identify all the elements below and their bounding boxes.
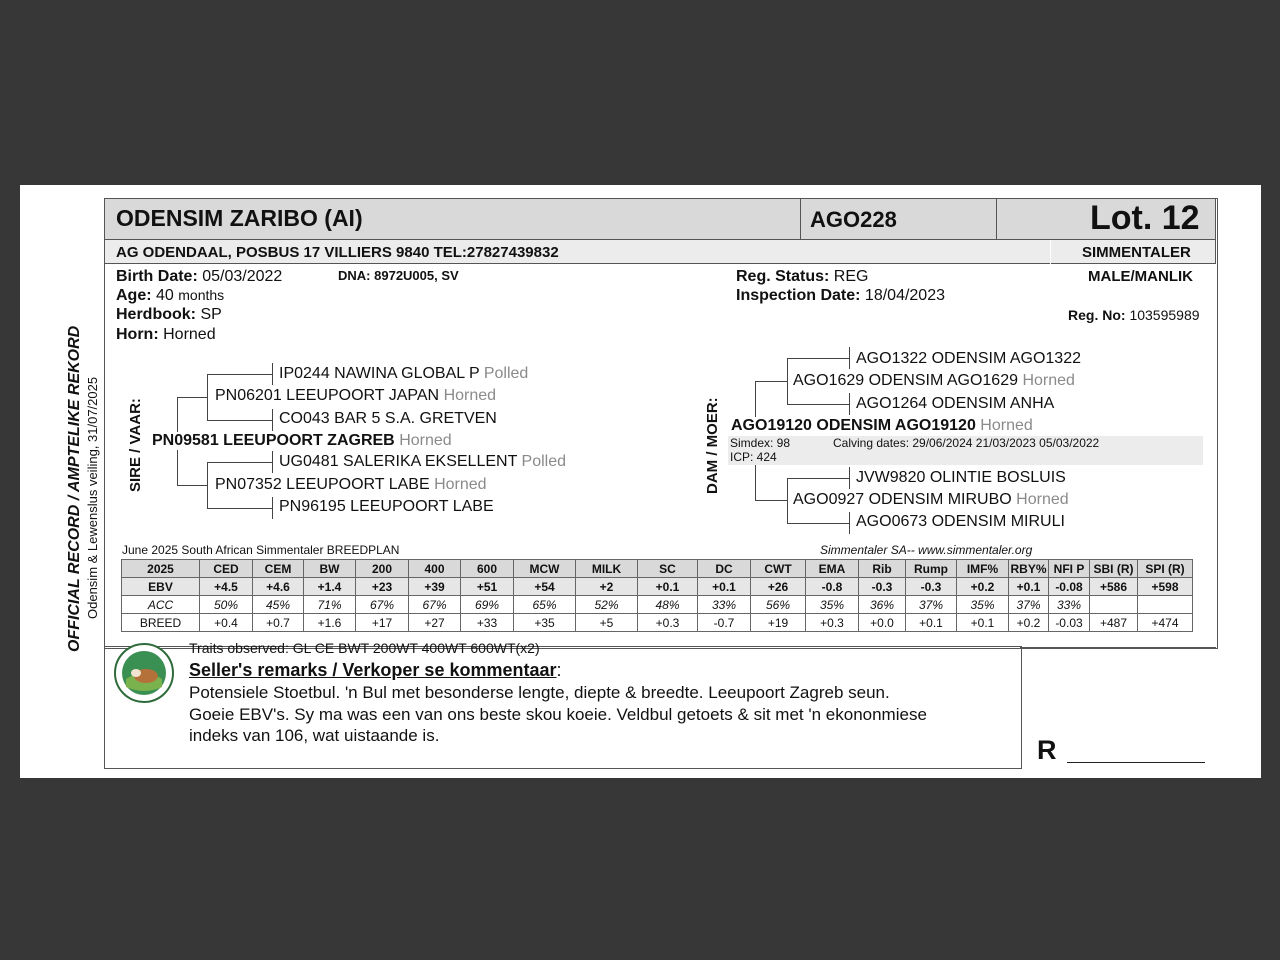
ebv-cell: +0.1 — [957, 614, 1009, 632]
sss-name: IP0244 NAWINA GLOBAL P — [279, 365, 480, 382]
ebv-cell: 67% — [409, 596, 461, 614]
ddd-tick — [849, 512, 850, 534]
ebv-cell: +39 — [409, 578, 461, 596]
ebv-cell: +0.1 — [638, 578, 698, 596]
ebv-cell: -0.3 — [859, 578, 906, 596]
ebv-cell: +1.4 — [304, 578, 356, 596]
remarks-line-3: indeks van 106, wat uistaande is. — [189, 726, 440, 745]
sd-horn: Horned — [434, 476, 487, 493]
ss-horn: Horned — [443, 387, 497, 404]
animal-name: ODENSIM ZARIBO (AI) — [116, 205, 363, 231]
dds-tick — [849, 467, 850, 489]
ebv-cell: -0.08 — [1049, 578, 1090, 596]
ddd-name: AGO0673 ODENSIM MIRULI — [856, 513, 1065, 530]
ebv-cell: +586 — [1090, 578, 1138, 596]
ebv-row-ebvr — [122, 578, 1193, 596]
ebv-cell: +0.7 — [253, 614, 304, 632]
ebv-cell: +487 — [1090, 614, 1138, 632]
reg-no — [1068, 307, 1200, 323]
logo — [114, 643, 174, 703]
sd-bracket — [207, 462, 208, 508]
ebv-cell: 35% — [957, 596, 1009, 614]
ebv-cell: 71% — [304, 596, 356, 614]
horn-value: Horned — [163, 326, 216, 343]
age-unit: months — [178, 287, 225, 303]
ebv-cell: CEM — [253, 560, 304, 578]
ebv-cell: NFI P — [1049, 560, 1090, 578]
sire-label: SIRE / VAAR: — [127, 398, 144, 492]
reg-no-label: Reg. No: — [1068, 307, 1126, 323]
ebv-cell: SPI (R) — [1138, 560, 1193, 578]
dss-bracket-bottom — [787, 404, 850, 405]
ddd-entry — [856, 513, 1065, 531]
price-label: R — [1037, 735, 1057, 765]
sire-entry — [152, 432, 452, 450]
ds-entry — [793, 372, 1075, 390]
ebv-cell: +0.1 — [1009, 578, 1049, 596]
ebv-cell: 33% — [1049, 596, 1090, 614]
dam-simdex: Simdex: 98 — [730, 436, 791, 450]
inspection-value: 18/04/2023 — [864, 287, 945, 304]
ebv-cell: MCW — [514, 560, 576, 578]
ssd-name: CO043 BAR 5 S.A. GRETVEN — [279, 410, 497, 427]
ebv-cell: +1.6 — [304, 614, 356, 632]
ebv-cell: -0.03 — [1049, 614, 1090, 632]
ebv-row-acc — [122, 596, 1193, 614]
sd-name: PN07352 LEEUPOORT LABE — [215, 476, 430, 493]
birth-date-label: Birth Date: — [116, 268, 198, 285]
ebv-cell: 200 — [356, 560, 409, 578]
ss-bracket-top — [207, 374, 273, 375]
ebv-cell — [1138, 596, 1193, 614]
breedplan-website: Simmentaler SA-- www.simmentaler.org — [820, 543, 1033, 557]
inspection-label: Inspection Date: — [736, 287, 861, 304]
ebv-cell: 35% — [806, 596, 859, 614]
ds-horn: Horned — [1022, 372, 1075, 389]
price-frame — [1020, 647, 1216, 648]
ebv-cell: 52% — [576, 596, 638, 614]
remarks-line-2: Goeie EBV's. Sy ma was een van ons beste skou koeie. Veldbul getoets & sit met 'n ekononmiese — [189, 705, 927, 724]
ebv-cell: 67% — [356, 596, 409, 614]
ebv-cell: 65% — [514, 596, 576, 614]
dds-bracket — [787, 478, 788, 523]
ebv-cell: +2 — [576, 578, 638, 596]
traits-observed: Traits observed: GL CE BWT 200WT 400WT 600WT(x2) — [189, 640, 540, 656]
ebv-cell: -0.7 — [698, 614, 751, 632]
dss-entry — [856, 350, 1081, 368]
horn — [116, 326, 216, 344]
ebv-cell: 400 — [409, 560, 461, 578]
ebv-cell: +51 — [461, 578, 514, 596]
dds-name: JVW9820 OLINTIE BOSLUIS — [856, 469, 1066, 486]
dam-icp: ICP: 424 — [730, 450, 777, 464]
sex: MALE/MANLIK — [1088, 268, 1193, 285]
dss-bracket — [787, 358, 788, 404]
sss-horn: Polled — [483, 365, 529, 382]
ebv-table — [121, 559, 1193, 632]
reg-no-value: 103595989 — [1129, 307, 1200, 323]
ebv-cell: +5 — [576, 614, 638, 632]
sd-entry — [215, 476, 487, 494]
ebv-cell: 45% — [253, 596, 304, 614]
ebv-cell: +598 — [1138, 578, 1193, 596]
sds-name: UG0481 SALERIKA EKSELLENT — [279, 453, 518, 470]
birth-date — [116, 268, 282, 286]
ss-entry — [215, 387, 496, 405]
owner-address: AG ODENDAAL, POSBUS 17 VILLIERS 9840 TEL:27827439832 — [116, 244, 559, 261]
sdd-name: PN96195 LEEUPOORT LABE — [279, 498, 494, 515]
sds-horn: Polled — [521, 453, 566, 470]
ebv-cell: -0.8 — [806, 578, 859, 596]
ebv-cell: 600 — [461, 560, 514, 578]
ebv-cell: +27 — [409, 614, 461, 632]
sss-entry — [279, 365, 528, 383]
sale-info: Odensim & Lewenslus veiling, 31/07/2025 — [85, 376, 100, 619]
ebv-cell: CED — [200, 560, 253, 578]
herdbook — [116, 306, 222, 324]
dd-bracket-bottom — [755, 500, 787, 501]
ebv-cell: +4.5 — [200, 578, 253, 596]
ebv-cell: +0.2 — [957, 578, 1009, 596]
ebv-row-breed — [122, 614, 1193, 632]
ebv-cell: 2025 — [122, 560, 200, 578]
dam-label: DAM / MOER: — [704, 397, 721, 494]
dam-entry — [731, 417, 1033, 435]
inspection-date — [736, 287, 945, 305]
ebv-cell: SC — [638, 560, 698, 578]
dsd-tick — [849, 393, 850, 415]
reg-status-value: REG — [833, 268, 869, 285]
ds-bracket-top — [755, 381, 787, 382]
birth-date-value: 05/03/2022 — [202, 268, 283, 285]
lot-number: Lot. 12 — [1090, 199, 1200, 237]
dsd-name: AGO1264 ODENSIM ANHA — [856, 395, 1055, 412]
dd-horn: Horned — [1016, 491, 1069, 508]
dam-calving-dates: Calving dates: 29/06/2024 21/03/2023 05/03/2022 — [833, 436, 1100, 450]
ebv-cell: -0.3 — [906, 578, 957, 596]
herdbook-label: Herdbook: — [116, 306, 196, 323]
horn-label: Horn: — [116, 326, 159, 343]
ebv-cell: 69% — [461, 596, 514, 614]
ebv-cell: Rib — [859, 560, 906, 578]
dd-entry — [793, 491, 1069, 509]
reg-status — [736, 268, 868, 286]
dss-bracket-top — [787, 358, 850, 359]
sire-bracket-bottom — [177, 485, 207, 486]
ebv-cell: 50% — [200, 596, 253, 614]
ebv-cell: +4.6 — [253, 578, 304, 596]
simmentaler-logo-icon — [114, 643, 174, 703]
owner-divider — [1050, 240, 1051, 264]
ebv-cell: ACC — [122, 596, 200, 614]
reg-status-label: Reg. Status: — [736, 268, 830, 285]
ebv-cell: +0.2 — [1009, 614, 1049, 632]
dam-name: AGO19120 ODENSIM AGO19120 — [731, 417, 976, 434]
ebv-cell: +33 — [461, 614, 514, 632]
ebv-cell: +17 — [356, 614, 409, 632]
ebv-cell: 36% — [859, 596, 906, 614]
ss-bracket — [207, 374, 208, 420]
ebv-cell: +19 — [751, 614, 806, 632]
dna — [338, 268, 459, 283]
age-value: 40 — [156, 287, 174, 304]
sdd-entry — [279, 498, 494, 516]
sss-tick — [272, 363, 273, 385]
dd-bracket — [755, 465, 756, 500]
ebv-cell: MILK — [576, 560, 638, 578]
ebv-cell: +0.3 — [638, 614, 698, 632]
sd-bracket-top — [207, 462, 273, 463]
official-record: OFFICIAL RECORD / AMPTELIKE REKORD — [66, 325, 83, 652]
ss-bracket-bottom — [207, 420, 273, 421]
sdd-tick — [272, 497, 273, 519]
ebv-cell: 56% — [751, 596, 806, 614]
ebv-cell: 33% — [698, 596, 751, 614]
ebv-cell: 37% — [906, 596, 957, 614]
ebv-cell: +23 — [356, 578, 409, 596]
dsd-entry — [856, 395, 1054, 413]
remarks-title: Seller's remarks / Verkoper se kommentaar — [189, 660, 557, 680]
ebv-cell: EMA — [806, 560, 859, 578]
ssd-tick — [272, 409, 273, 431]
ds-bracket — [755, 381, 756, 418]
dna-label: DNA: — [338, 268, 371, 283]
ebv-cell: +26 — [751, 578, 806, 596]
sire-horn: Horned — [399, 432, 452, 449]
ebv-cell: SBI (R) — [1090, 560, 1138, 578]
remarks-colon: : — [556, 660, 562, 680]
dam-horn: Horned — [980, 417, 1033, 434]
sds-entry — [279, 453, 566, 471]
ebv-cell: EBV — [122, 578, 200, 596]
dds-bracket-top — [787, 478, 850, 479]
dd-name: AGO0927 ODENSIM MIRUBO — [793, 491, 1012, 508]
sire-name: PN09581 LEEUPOORT ZAGREB — [152, 432, 395, 449]
ebv-cell: RBY% — [1010, 561, 1047, 576]
dss-tick — [849, 347, 850, 369]
ebv-cell: IMF% — [957, 560, 1009, 578]
herdbook-value: SP — [200, 306, 222, 323]
ssd-entry — [279, 410, 497, 428]
ebv-cell: +54 — [514, 578, 576, 596]
ebv-cell: Rump — [906, 560, 957, 578]
sd-bracket-bottom — [207, 508, 273, 509]
animal-id: AGO228 — [810, 207, 897, 232]
sds-tick — [272, 451, 273, 473]
ebv-cell: DC — [698, 560, 751, 578]
remarks-heading — [189, 660, 562, 681]
ebv-cell: +0.3 — [806, 614, 859, 632]
breed-label: SIMMENTALER — [1082, 244, 1191, 261]
ebv-cell: BREED — [122, 614, 200, 632]
ebv-cell: +0.1 — [906, 614, 957, 632]
ebv-cell: BW — [304, 560, 356, 578]
ebv-row-head — [122, 560, 1193, 578]
ebv-cell: +0.4 — [200, 614, 253, 632]
ebv-cell: 48% — [638, 596, 698, 614]
age-label: Age: — [116, 287, 152, 304]
ebv-cell: +0.0 — [859, 614, 906, 632]
ebv-cell: CWT — [751, 560, 806, 578]
ebv-cell: +0.1 — [698, 578, 751, 596]
dds-bracket-bottom — [787, 523, 850, 524]
ds-name: AGO1629 ODENSIM AGO1629 — [793, 372, 1018, 389]
age — [116, 287, 224, 305]
price-line — [1067, 762, 1205, 763]
ebv-cell: +474 — [1138, 614, 1193, 632]
remarks-line-1: Potensiele Stoetbul. 'n Bul met besonderse lengte, diepte & breedte. Leeupoort Zagreb seun. — [189, 683, 890, 702]
dna-value: 8972U005, SV — [374, 268, 459, 283]
ebv-cell: +35 — [514, 614, 576, 632]
ebv-cell — [1090, 596, 1138, 614]
dss-name: AGO1322 ODENSIM AGO1322 — [856, 350, 1081, 367]
dds-entry — [856, 469, 1066, 487]
breedplan-caption: June 2025 South African Simmentaler BREEDPLAN — [122, 543, 400, 557]
ebv-cell: 37% — [1009, 596, 1049, 614]
sire-bracket-top — [177, 397, 207, 398]
ss-name: PN06201 LEEUPOORT JAPAN — [215, 387, 440, 404]
